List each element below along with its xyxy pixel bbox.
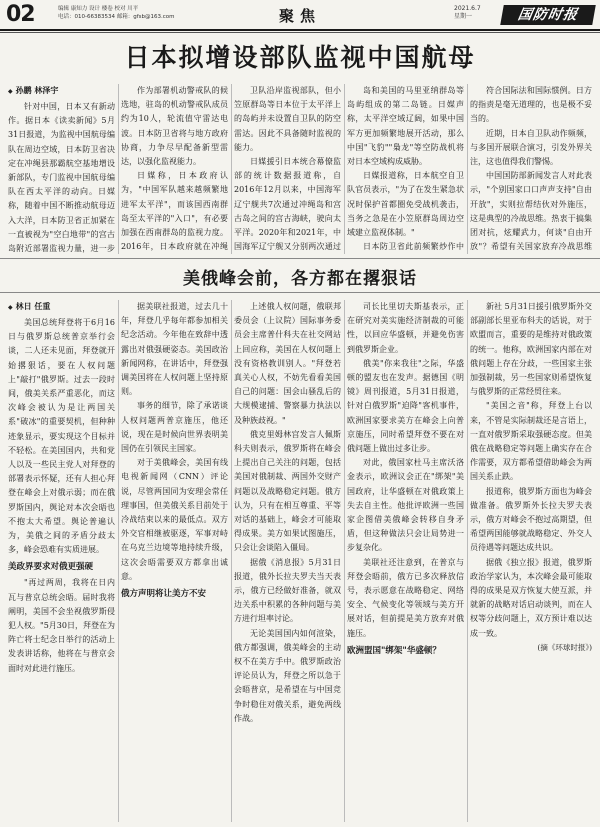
column-divider bbox=[118, 84, 119, 254]
paragraph: 据俄《消息报》5月31日报道，俄外长拉夫罗夫当天表示，俄方已经做好准备，就双边关系中积累的各种问题与美方进行坦率讨论。 bbox=[234, 557, 341, 624]
paragraph: 俄克里姆林宫发言人佩斯科夫则表示，俄罗斯将在峰会上提出自己关注的问题，包括美国对俄制裁、两国外交财产问题以及战略稳定问题。俄方认为，只有在相互尊重、平等对话的基础上，峰会才可能取得成果。美方如果试图施压，只会让会谈陷入僵局。 bbox=[234, 429, 341, 553]
paragraph: 中国国防部新闻发言人对此表示，"个别国家口口声声支持"自由开放"，实则拉帮结伙对外施压，这是典型的冷战思维。热衷于搞集团对抗，炫耀武力，何谈"自由开放"？希望有关国家放弃冷战思维 bbox=[470, 171, 592, 252]
column-divider bbox=[467, 300, 468, 822]
article2-column bbox=[234, 300, 341, 822]
paragraph: "美国之音"称，拜登上台以来，不管是实际制裁还是言语上，一直对俄罗斯采取强硬态度。但美俄在战略稳定等问题上确实存在合作需要，双方都希望借助峰会为两国关系止跌。 bbox=[470, 401, 592, 482]
column-divider bbox=[467, 84, 468, 254]
paragraph: 近期，日本自卫队动作频频，与多国开展联合演习，引发外界关注，这也值得我们警惕。 bbox=[470, 128, 592, 167]
article1-column bbox=[121, 84, 228, 254]
paragraph: 对于美俄峰会，美国有线电视新闻网（CNN）评论说，尽管两国同为安理会常任理事国，但美俄关系目前处于冷战结束以来的最低点。双方外交官相继被驱逐，军事对峙在乌克兰边境等地持续升级，这次会晤需要双方都拿出诚意。 bbox=[121, 458, 228, 581]
newspaper-logo: 国防时报 bbox=[500, 5, 596, 25]
article1-column bbox=[470, 84, 592, 254]
headline-underline bbox=[0, 292, 600, 293]
column-divider bbox=[231, 300, 232, 822]
subhead: 俄方声明将让美方不安 bbox=[121, 589, 207, 600]
article2-byline bbox=[8, 300, 115, 315]
article1-column bbox=[234, 84, 341, 254]
paragraph: 卫队沿岸监视部队，但小笠原群岛等日本位于太平洋上的岛屿并未设置自卫队的防空雷达。因此不具备随时监视的能力。 bbox=[234, 86, 341, 152]
byline-text: 林日 任重 bbox=[15, 302, 51, 311]
byline-marker-icon: ◆ bbox=[8, 304, 13, 311]
column-divider bbox=[118, 300, 119, 822]
article2-column bbox=[121, 300, 228, 822]
article2-column bbox=[470, 300, 592, 822]
article2-column bbox=[8, 300, 115, 822]
column-divider bbox=[231, 84, 232, 254]
column-divider bbox=[344, 84, 345, 254]
paragraph: 俄美"你来我往"之际，华盛顿的盟友也在发声。据德国《明镜》周刊报道，5月31日报道，针对白俄罗斯"迫降"客机事件，欧洲国家要求美方在峰会上向普京施压，同时希望拜登不要在对俄问题上做出过多让步。 bbox=[347, 358, 464, 454]
paragraph: 据美联社报道，过去几十年，拜登几乎每年都参加相关纪念活动。今年他在致辞中透露出对俄强硬姿态。美国政治新闻网称，在讲话中，拜登强调美国将在人权问题上坚持原则。 bbox=[121, 302, 228, 397]
subhead: 美政界要求对俄更强硬 bbox=[8, 562, 94, 573]
masthead-rule-thin bbox=[0, 32, 600, 33]
date-block bbox=[454, 5, 481, 21]
edit-info-line: 编辑 康知力 设计 楼卷 校对 川平 bbox=[58, 6, 139, 12]
article2-headline: 美俄峰会前，各方都在撂狠话 bbox=[183, 269, 417, 289]
paragraph: 针对中国，日本又有新动作。据日本《读卖新闻》5月31日报道，为监视中国航母编队在周边空域，日本防卫省决定在冲绳县那霸航空基地增设新部队，专门监视中国航母编队在西太平洋的动向。日媒称，随着中国不断推动航母迈入大洋，日本防卫省正加紧在一直被视为"空白地带"的宫古岛附近部署监视力量，进一步 bbox=[8, 102, 115, 254]
article1-byline bbox=[8, 84, 115, 99]
edit-info-line: 电话：010-66383534 邮箱：gfsb@163.com bbox=[58, 14, 175, 20]
paragraph: 事务的细节，除了承诺谈人权问题两普京施压，他还说，现在是时候向世界表明美国仍在引领民主国家。 bbox=[121, 401, 228, 454]
byline-text: 孙鹏 林泽宇 bbox=[15, 86, 59, 95]
masthead bbox=[0, 0, 600, 30]
column-divider bbox=[344, 300, 345, 822]
issue-date: 2021.6.7 bbox=[454, 5, 481, 12]
paragraph: 报道称，俄罗斯方面也为峰会做准备。俄罗斯外长拉夫罗夫表示，俄方对峰会不抱过高期望，但希望两国能够就战略稳定、外交人员待遇等问题达成共识。 bbox=[470, 486, 592, 553]
paragraph: 美联社还注意到，在普京与拜登会晤前，俄方已多次释放信号，表示愿意在战略稳定、网络安全、气候变化等领域与美方开展对话，但前提是美方放弃对俄施压。 bbox=[347, 557, 464, 638]
article1-column bbox=[347, 84, 464, 254]
paragraph: 日媒称，日本政府认为，"中国军队越来越频繁地进军太平洋"，而该国西南群岛至太平洋的"入口"，有必要加强在西南群岛的监视力度。2016年，日本政府就在冲绳 bbox=[121, 171, 228, 252]
page-number: 02 bbox=[6, 2, 35, 27]
article1-headline: 日本拟增设部队监视中国航母 bbox=[124, 43, 476, 72]
paragraph: 新社 5月31日援引俄罗斯外交部副部长里亚布科夫的话说，对于欧盟而言，重要的是维持对俄政策的统一。他称，欧洲国家内部在对俄问题上存在分歧，一些国家主张加强制裁，另一些国家则希望恢复与俄罗斯的正常经贸往来。 bbox=[470, 302, 592, 397]
paragraph: 作为部署机动警戒队的候选地，驻岛的机动警戒队成员约为10人，轮流值守雷达电波。日本防卫省将与地方政府协商，力争尽早配备新型雷达，以强化监视能力。 bbox=[121, 86, 228, 167]
article-separator bbox=[0, 258, 600, 259]
paragraph: 无论美国国内如何渲染，俄方都强调，俄美峰会的主动权不在美方手中。俄罗斯政治评论员认为，拜登之所以急于会晤普京，是希望在与中国竞争时稳住对俄关系，避免两线作战。 bbox=[234, 628, 341, 723]
paragraph: 日本防卫省此前频繁炒作中 bbox=[363, 242, 464, 252]
paragraph: 美国总统拜登将于6月16日与俄罗斯总统普京举行会谈，二人还未见面，拜登就开始撂狠话，要在人权问题上"敲打"俄罗斯。过去一段时间，俄美关系严重恶化，而这次峰会被认为是让两国关系"破冰"的重要契机，但种种迹象显示，要实现这个目标并不轻松。在美国国内，共和党人以及一些民主党人对拜登的部署表示怀疑，还有人担心拜登在峰会上对俄示弱；而在俄罗斯国内，舆论对本次会晤也不抱太大希望。舆论普遍认为，美俄之间的矛盾分歧太多，峰会恐难有实质进展。 bbox=[8, 318, 115, 555]
paragraph: 岛和美国的马里亚纳群岛等岛屿组成的第二岛链。日媒声称，太平洋空域辽阔，如果中国军方更加频繁地展开活动，那么中国"飞豹""梟龙"等空防战机将对日本空域构成威胁。 bbox=[347, 86, 464, 167]
article2-column bbox=[347, 300, 464, 822]
section-name: 聚焦 bbox=[278, 7, 321, 25]
paragraph: 司长比里切夫斯基表示，正在研究对美实施经济制裁的可能性，以回应华盛顿，并避免伤害到俄罗斯企业。 bbox=[347, 302, 464, 354]
paragraph: 据俄《独立报》报道，俄罗斯政治学家认为，本次峰会最可能取得的成果是双方恢复大使互派，并就新的战略对话启动谈判，而在人权等分歧问题上，双方预计难以达成一致。 bbox=[470, 557, 592, 638]
paragraph: "再过两周，我将在日内瓦与普京总统会晤。届时我将阐明，美国不会坐视俄罗斯侵犯人权。"5月30日，拜登在为阵亡将士纪念日举行的活动上发表讲话称，他将在与普京会面时对此进行施压。 bbox=[8, 578, 115, 673]
byline-marker-icon: ◆ bbox=[8, 88, 13, 95]
article2-credit: (摘《环球时报》) bbox=[537, 642, 592, 652]
paragraph: 日媒援引日本统合幕僚监部的统计数据报道称，自2016年12月以来，中国海军辽宁舰共7次通过冲绳岛和宫古岛之间的宫古海峡，驶向太平洋。2020年和2021年，中国海军辽宁舰又分别两次通过 bbox=[234, 157, 341, 252]
paragraph: 上述俄人权问题，俄联邦委员会（上议院）国际事务委员会主席普什科夫在社交网站上回应称，美国在人权问题上没有资格教训别人。"拜登若真关心人权，不妨先看看美国自己的问题：国会山骚乱后的大规模逮捕、警察暴力执法以及种族歧视。" bbox=[234, 302, 341, 425]
masthead-rule bbox=[0, 29, 600, 31]
issue-weekday: 星期一 bbox=[454, 13, 473, 20]
paragraph: 符合国际法和国际惯例。日方的指责是毫无道理的，也是极不妥当的。 bbox=[470, 86, 592, 124]
article1-column bbox=[8, 84, 115, 254]
paragraph: 日媒报道称，日本航空自卫队官员表示，"为了在发生紧急状况时保护首都圈免受战机袭击，当务之急是在小笠原群岛周边空域建立监视体制。" bbox=[347, 171, 464, 238]
paragraph: 对此，俄国家杜马主席沃洛金表示，欧洲议会正在"绑架"美国政府，让华盛顿在对俄政策上失去自主性。他批评欧洲一些国家企图借美俄峰会转移自身矛盾，但这种做法只会让局势进一步复杂化。 bbox=[347, 458, 464, 553]
subhead: 欧洲盟国"绑架"华盛顿？ bbox=[347, 645, 441, 656]
